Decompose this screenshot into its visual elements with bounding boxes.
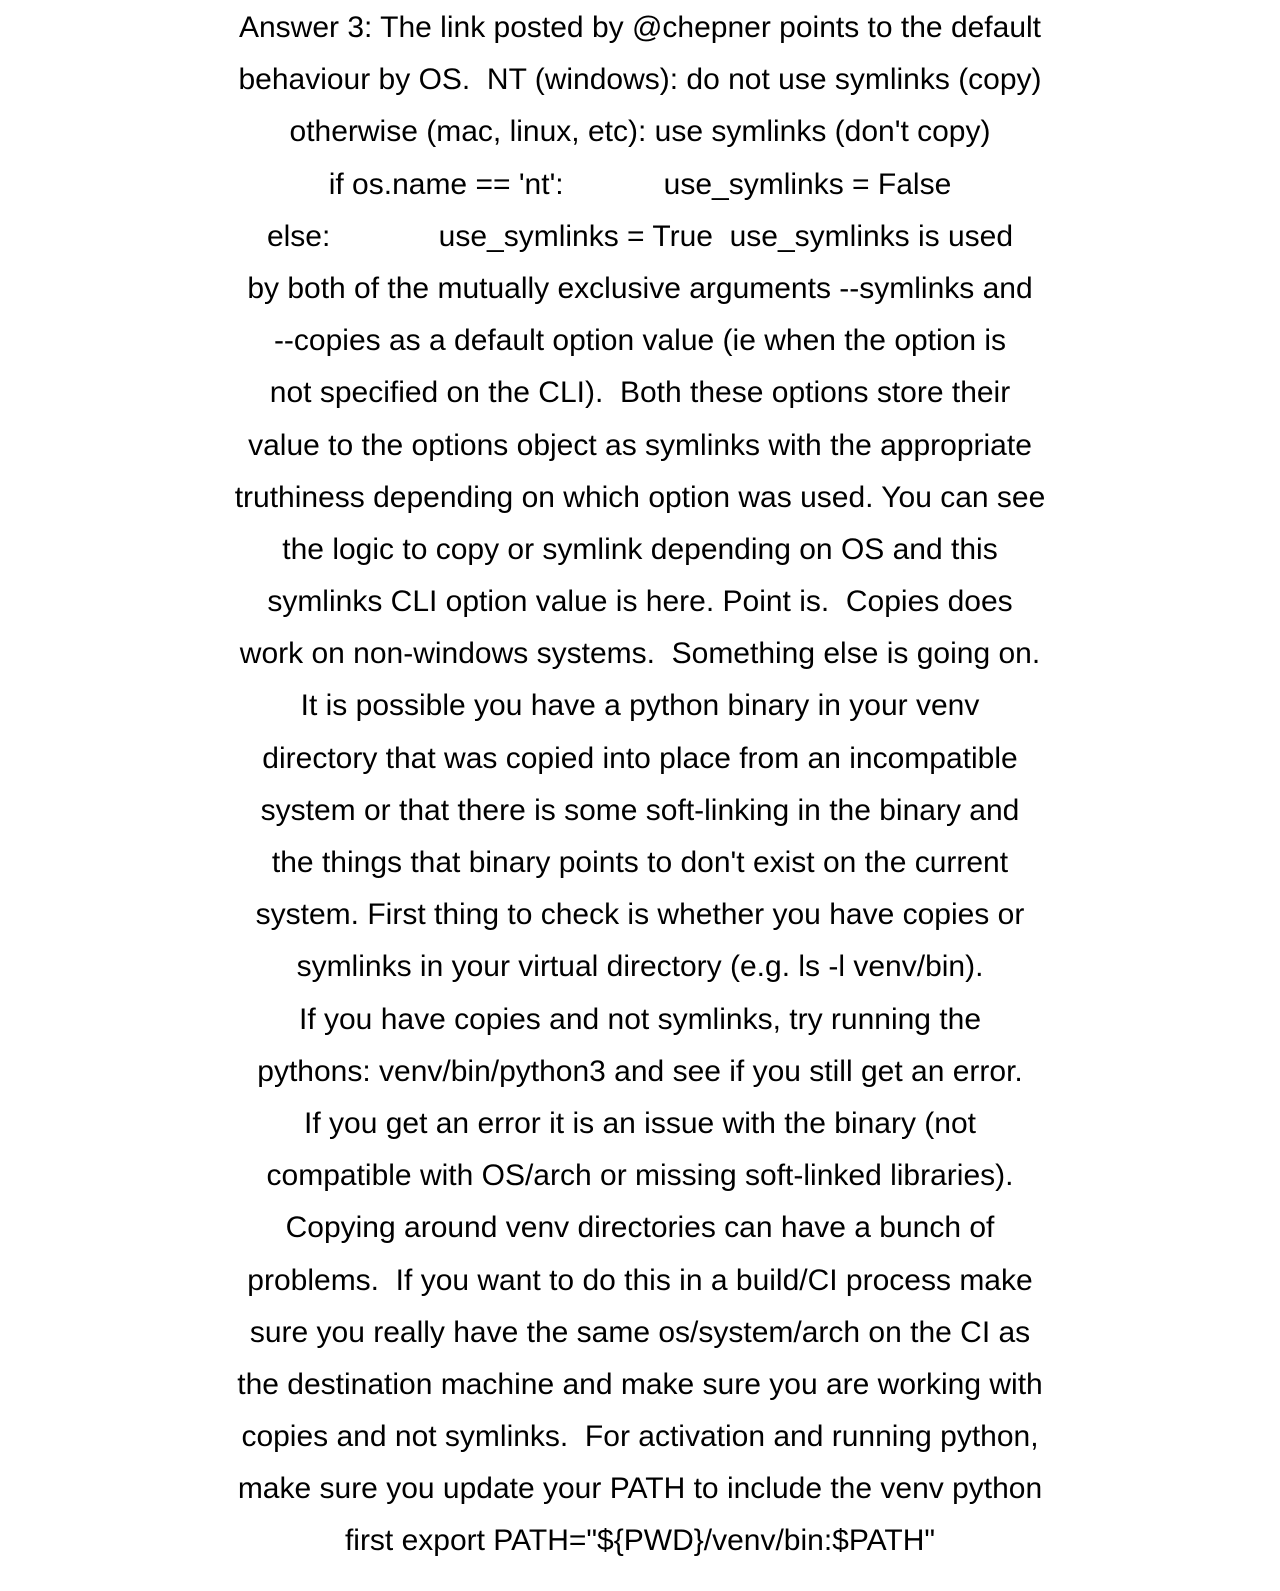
text-line-24: Copying around venv directories can have a bunch of: [285, 1211, 995, 1245]
text-line-6: by both of the mutually exclusive arguments --symlinks and: [247, 271, 1033, 305]
text-line-14: It is possible you have a python binary in your venv: [300, 689, 980, 723]
text-line-25: problems. If you want to do this in a build/CI process make: [247, 1263, 1033, 1297]
text-line-18: system. First thing to check is whether you have copies or: [255, 898, 1025, 932]
text-line-12: symlinks CLI option value is here. Point is. Copies does: [267, 585, 1013, 619]
text-line-9: value to the options object as symlinks with the appropriate: [248, 428, 1032, 462]
text-line-19: symlinks in your virtual directory (e.g. ls -l venv/bin).: [296, 950, 984, 984]
text-line-23: compatible with OS/arch or missing soft-linked libraries).: [266, 1159, 1014, 1193]
text-line-17: the things that binary points to don't exist on the current: [271, 846, 1009, 879]
text-line-5: else: use_symlinks = True use_symlinks is used: [266, 219, 1014, 253]
text-line-16: system or that there is some soft-linking in the binary and: [260, 793, 1020, 827]
text-line-4: if os.name == 'nt': use_symlinks = False: [328, 167, 952, 201]
text-line-22: If you get an error it is an issue with the binary (not: [304, 1106, 976, 1140]
text-line-28: copies and not symlinks. For activation and running python,: [241, 1420, 1039, 1454]
text-line-15: directory that was copied into place from an incompatible: [262, 741, 1018, 775]
text-line-29: make sure you update your PATH to include the venv python: [237, 1472, 1043, 1506]
text-line-2: behaviour by OS. NT (windows): do not use symlinks (copy): [238, 63, 1042, 97]
text-line-21: pythons: venv/bin/python3 and see if you still get an error.: [257, 1054, 1023, 1088]
text-line-11: the logic to copy or symlink depending on OS and this: [282, 532, 998, 566]
text-line-8: not specified on the CLI). Both these options store their: [269, 376, 1011, 410]
text-line-3: otherwise (mac, linux, etc): use symlinks (don't copy): [289, 115, 991, 149]
text-line-7: --copies as a default option value (ie when the option is: [273, 324, 1007, 358]
text-line-13: work on non-windows systems. Something else is going on.: [239, 637, 1041, 671]
text-line-27: the destination machine and make sure you are working with: [237, 1367, 1043, 1401]
text-line-26: sure you really have the same os/system/arch on the CI as: [249, 1315, 1031, 1349]
text-line-20: If you have copies and not symlinks, try running the: [298, 1002, 982, 1036]
text-line-1: Answer 3: The link posted by @chepner points to the default: [238, 11, 1042, 44]
text-line-30: first export PATH="${PWD}/venv/bin:$PATH": [344, 1524, 936, 1558]
text-line-10: truthiness depending on which option was used. You can see: [234, 480, 1046, 514]
